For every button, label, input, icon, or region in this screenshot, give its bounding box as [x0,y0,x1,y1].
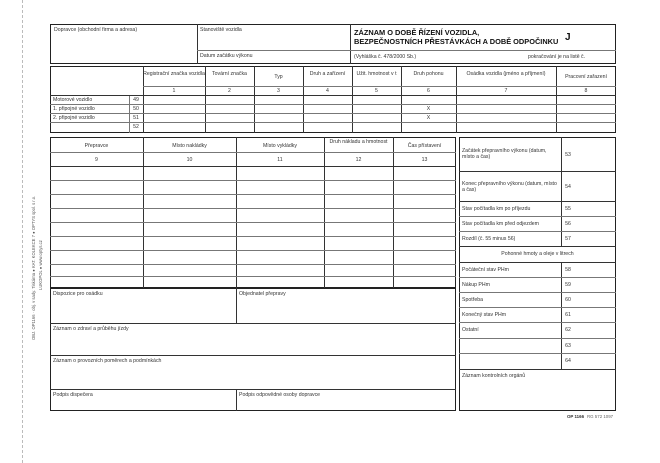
fuel-initial-label: Počáteční stav PHm [462,267,509,273]
col-weight-label: Užit. hmotnost v t [356,71,397,77]
col-num-7: 7 [504,88,508,94]
form-title-letter: J [565,32,571,43]
col-num-2: 2 [228,88,231,94]
col-role-label: Pracovní zařazení [565,74,607,80]
row-mark-50: X [426,106,431,112]
sender-label: Dopravce (obchodní firma a adresa) [54,27,138,33]
col-reg-label: Registrační značka vozidla [143,71,205,77]
end-transport-label: Konec přepravního výkonu (datum, místo a čas) [462,181,557,193]
tcol-num-12: 12 [355,157,362,163]
driver-signature-label: Podpis odpovědné osoby dopravce [239,392,321,398]
km-arrival-label: Stav počítadla km po příjezdu [462,206,531,212]
col-brand-label: Tovární značka [212,71,247,77]
form-title-line1: ZÁZNAM O DOBĚ ŘÍZENÍ VOZIDLA, [354,28,480,37]
tcol-num-9: 9 [95,157,98,163]
code-63: 63 [565,343,571,349]
control-label: Záznam kontrolních orgánů [462,373,526,379]
disposal-label: Dispozice pro osádku [53,291,103,297]
col-num-3: 3 [277,88,280,94]
col-num-4: 4 [326,88,329,94]
start-transport-label: Začátek přepravního výkonu (datum, místo a čas) [462,148,547,160]
row-code-49: 49 [133,97,139,103]
tcol-load-label: Místo nakládky [172,143,207,149]
col-kind-label: Druh a zařízení [309,71,346,77]
margin-text: OBJ. OP1166 · obj. v sady. Tiskárna ● KAT. KOLEKCE 7 ● OPTYS spol. s r.o. [31,195,36,340]
tcol-cargo-label: Druh nákladu a hmotnost [329,139,388,145]
health-label: Záznam o zdraví a průběhu jízdy [53,326,129,332]
code-53: 53 [565,152,571,158]
code-55: 55 [565,206,571,212]
km-diff-label: Rozdíl (č. 55 minus 56) [462,236,516,242]
start-date-label: Datum začátku výkonu [200,53,253,59]
row-label-trailer1: 1. připojné vozidlo [53,106,95,112]
col-num-5: 5 [375,88,378,94]
col-num-8: 8 [584,88,588,94]
operations-label: Záznam o provozních poměrech a podmínkách [53,358,162,364]
continuation-label: pokračování je na listě č. [528,54,586,60]
row-code-50: 50 [133,106,139,112]
form-code-bold: OP 1166 [567,414,585,419]
fuel-final-label: Konečný stav PHm [462,312,507,318]
row-label-motor: Motorové vozidlo [53,97,93,103]
col-num-6: 6 [427,88,430,94]
tcol-time-label: Čas přístavení [407,143,442,149]
code-54: 54 [565,184,571,190]
tcol-num-11: 11 [277,157,283,163]
row-code-51: 51 [133,115,139,121]
fuel-consumption-label: Spotřeba [462,297,484,303]
row-label-trailer2: 2. připojné vozidlo [53,115,95,121]
code-64: 64 [565,358,571,364]
margin-text-2: LUKOPOL ● www.optys.cz [38,240,43,290]
code-61: 61 [565,312,571,318]
ordered-label: Objednatel přepravy [239,291,286,297]
tcol-unload-label: Místo vykládky [262,143,297,149]
col-num-1: 1 [172,88,176,94]
tcol-carrier-label: Přepravce [84,143,109,149]
code-62: 62 [565,327,571,333]
tcol-num-10: 10 [186,157,193,163]
code-59: 59 [565,282,571,288]
code-56: 56 [565,221,571,227]
form-code: RG 572 1097 [587,414,614,419]
fuel-purchase-label: Nákup PHm [462,282,490,288]
tcol-num-13: 13 [421,157,428,163]
row-mark-51: X [426,115,431,121]
code-58: 58 [565,267,571,273]
fuel-title: Pohonné hmoty a oleje v litrech [501,251,574,257]
decree-label: (Vyhláška č. 478/2000 Sb.) [354,54,417,60]
vehicle-base-label: Stanoviště vozidla [200,27,242,33]
col-drive-label: Druh pohonu [413,71,444,77]
code-57: 57 [565,236,571,242]
col-type-label: Typ [274,74,283,80]
km-departure-label: Stav počítadla km před odjezdem [462,221,539,227]
row-code-52: 52 [133,124,139,130]
other-label: Ostatní [462,327,479,333]
code-60: 60 [565,297,571,303]
form-title-line2: BEZPEČNOSTNÍCH PŘESTÁVKÁCH A DOBĚ ODPOČINKU [354,37,559,46]
col-crew-label: Osádka vozidla (jméno a příjmení) [466,71,546,77]
dispatcher-signature-label: Podpis dispečera [53,392,93,398]
margin-line [22,0,23,463]
